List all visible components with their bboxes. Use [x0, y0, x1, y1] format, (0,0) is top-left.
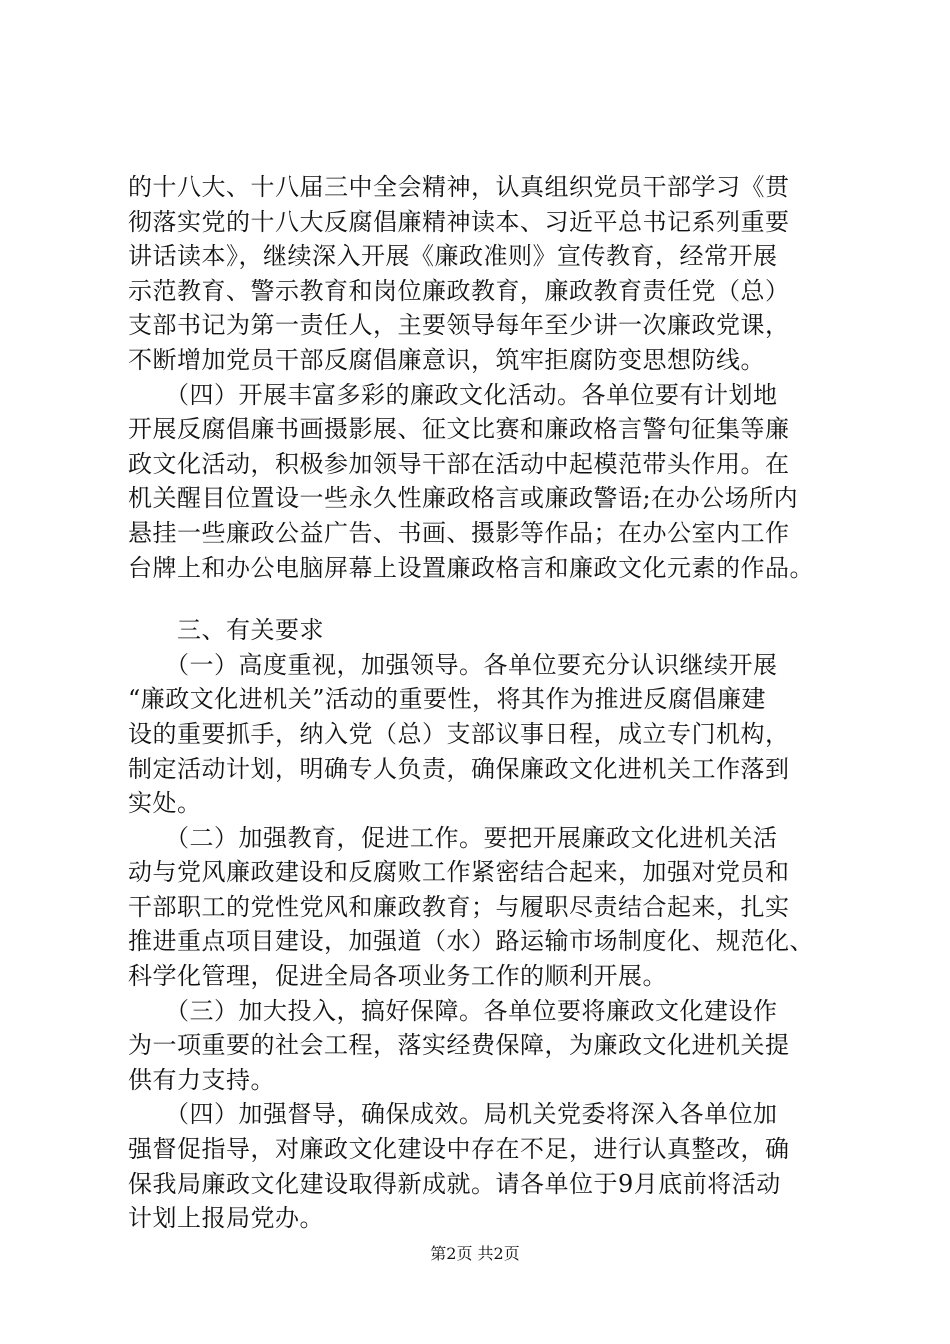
text-line: 设的重要抓手，纳入党（总）支部议事日程，成立专门机构，	[128, 719, 790, 748]
text-line: 制定活动计划，明确专人负责，确保廉政文化进机关工作落到	[128, 754, 790, 783]
text-line: 讲话读本》，继续深入开展《廉政准则》宣传教育，经常开展	[128, 242, 778, 271]
text-line: 悬挂一些廉政公益广告、书画、摄影等作品；在办公室内工作	[128, 518, 790, 547]
document-body	[128, 170, 828, 1236]
text-line: 实处。	[128, 789, 202, 818]
text-line: 台牌上和办公电脑屏幕上设置廉政格言和廉政文化元素的作品。	[128, 553, 814, 582]
text-line: “廉政文化进机关”活动的重要性，将其作为推进反腐倡廉建	[128, 685, 767, 714]
text-line: 为一项重要的社会工程，落实经费保障，为廉政文化进机关提	[128, 1031, 790, 1060]
text-line: 机关醒目位置设一些永久性廉政格言或廉政警语;在办公场所内	[128, 484, 799, 513]
text-line: 保我局廉政文化建设取得新成就。请各单位于9月底前将活动	[128, 1169, 781, 1198]
text-line: 政文化活动，积极参加领导干部在活动中起模范带头作用。在	[128, 449, 790, 478]
text-line: 不断增加党员干部反腐倡廉意识，筑牢拒腐防变思想防线。	[128, 345, 765, 374]
text-line: 推进重点项目建设，加强道（水）路运输市场制度化、规范化、	[128, 927, 814, 956]
page-number-footer: 第2页 共2页	[430, 1244, 520, 1263]
text-line: 干部职工的党性党风和廉政教育；与履职尽责结合起来，扎实	[128, 892, 790, 921]
text-line: 计划上报局党办。	[128, 1204, 324, 1233]
text-line: （二）加强教育，促进工作。要把开展廉政文化进机关活	[128, 823, 778, 852]
text-line: 支部书记为第一责任人，主要领导每年至少讲一次廉政党课，	[128, 311, 790, 340]
text-line: （四）加强督导，确保成效。局机关党委将深入各单位加	[128, 1100, 778, 1129]
text-line: 动与党风廉政建设和反腐败工作紧密结合起来，加强对党员和	[128, 858, 790, 887]
text-line: 开展反腐倡廉书画摄影展、征文比赛和廉政格言警句征集等廉	[128, 415, 790, 444]
text-line: （一）高度重视，加强领导。各单位要充分认识继续开展	[128, 650, 778, 679]
paragraph-gap	[128, 585, 828, 613]
paragraph-block-2	[128, 613, 828, 1236]
text-line: 科学化管理，促进全局各项业务工作的顺利开展。	[128, 962, 667, 991]
text-line: （三）加大投入，搞好保障。各单位要将廉政文化建设作	[128, 996, 778, 1025]
text-line: 供有力支持。	[128, 1065, 275, 1094]
text-line: 的十八大、十八届三中全会精神，认真组织党员干部学习《贯	[128, 173, 790, 201]
text-line: 强督促指导，对廉政文化建设中存在不足，进行认真整改，确	[128, 1135, 790, 1164]
section-heading: 三、有关要求	[128, 616, 324, 645]
text-line: （四）开展丰富多彩的廉政文化活动。各单位要有计划地	[128, 380, 778, 409]
text-line: 彻落实党的十八大反腐倡廉精神读本、习近平总书记系列重要	[128, 207, 790, 236]
text-line: 示范教育、警示教育和岗位廉政教育，廉政教育责任党（总）	[128, 276, 790, 305]
paragraph-block-1	[128, 170, 828, 585]
